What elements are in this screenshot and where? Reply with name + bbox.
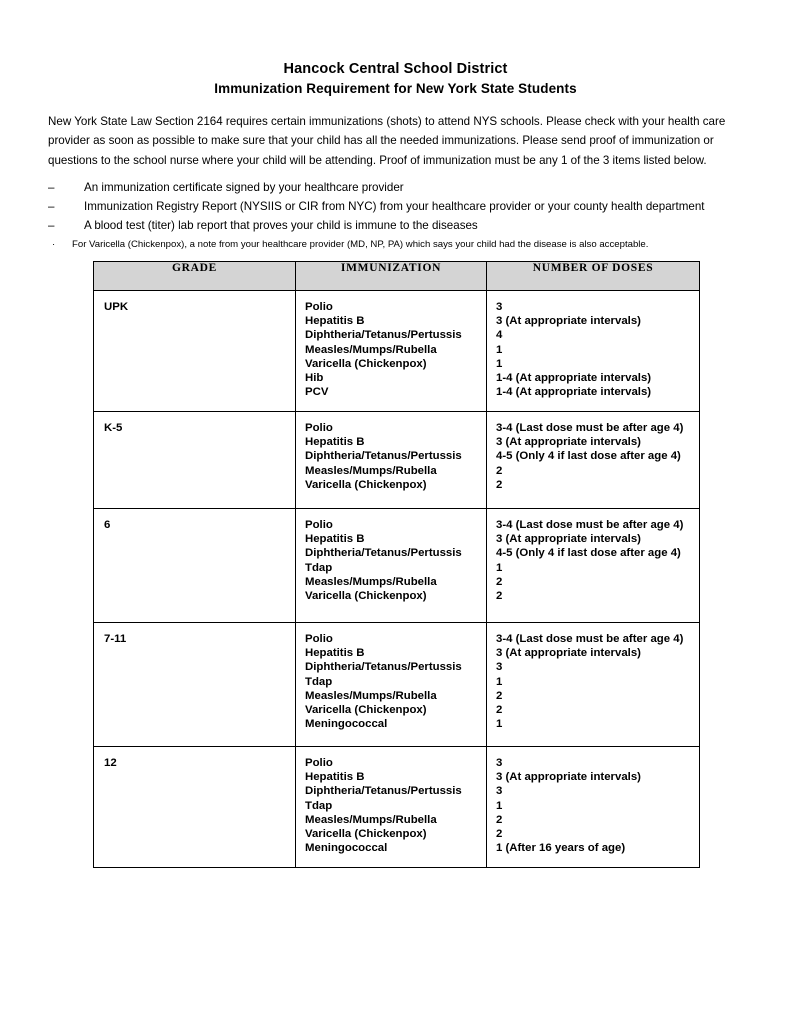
cell-immunizations xyxy=(296,412,487,509)
dose-item: 3 (At appropriate intervals) xyxy=(496,533,641,546)
column-header-doses: NUMBER OF DOSES xyxy=(487,262,700,291)
column-header-grade: GRADE xyxy=(94,262,296,291)
dose-item: 2 xyxy=(496,464,503,477)
immunization-list xyxy=(296,509,486,603)
table-row xyxy=(94,747,700,868)
immunization-item: Hepatitis B xyxy=(305,771,365,784)
dose-item: 2 xyxy=(496,478,503,491)
dose-item: 3 (At appropriate intervals) xyxy=(496,771,641,784)
dose-item: 3 xyxy=(496,301,503,313)
immunization-item: Measles/Mumps/Rubella xyxy=(305,464,437,477)
cell-doses xyxy=(487,747,700,868)
dose-list xyxy=(487,623,699,731)
dose-item: 1 xyxy=(496,343,503,356)
dose-list xyxy=(487,747,699,855)
dose-item: 2 xyxy=(496,828,503,841)
dose-item: 3 (At appropriate intervals) xyxy=(496,647,641,660)
cell-immunizations xyxy=(296,291,487,412)
dose-item: 1 xyxy=(496,561,503,574)
immunization-item: Hepatitis B xyxy=(305,315,365,328)
immunization-item: Measles/Mumps/Rubella xyxy=(305,689,437,702)
immunization-item: Tdap xyxy=(305,799,333,812)
grade-label: UPK xyxy=(104,301,129,313)
immunization-item: Tdap xyxy=(305,561,333,574)
column-header-immunization: IMMUNIZATION xyxy=(296,262,487,291)
immunization-item: Polio xyxy=(305,422,333,434)
immunization-item: Varicella (Chickenpox) xyxy=(305,590,427,603)
bullet-marker-icon: – xyxy=(48,200,55,214)
dose-item: 1 xyxy=(496,799,503,812)
immunization-item: Varicella (Chickenpox) xyxy=(305,357,427,370)
grade-label: K-5 xyxy=(104,422,123,434)
dose-item: 4-5 (Only 4 if last dose after age 4) xyxy=(496,450,681,463)
immunization-item: Diphtheria/Tetanus/Pertussis xyxy=(305,661,462,674)
dose-item: 4-5 (Only 4 if last dose after age 4) xyxy=(496,547,681,560)
immunization-list xyxy=(296,623,486,731)
dose-item: 3 (At appropriate intervals) xyxy=(496,315,641,328)
cell-immunizations xyxy=(296,509,487,623)
list-item-text: A blood test (titer) lab report that proves your child is immune to the diseases xyxy=(84,219,478,233)
bullet-marker-icon: – xyxy=(48,219,55,233)
bullet-marker-icon: – xyxy=(48,181,55,194)
dose-item: 1-4 (At appropriate intervals) xyxy=(496,372,652,385)
dose-item: 1 xyxy=(496,357,503,370)
immunization-item: Measles/Mumps/Rubella xyxy=(305,813,437,826)
immunization-item: Polio xyxy=(305,519,333,531)
document-header xyxy=(48,60,743,98)
immunization-item: Meningococcal xyxy=(305,842,388,855)
dose-item: 2 xyxy=(496,575,503,588)
bullet-marker-icon: · xyxy=(52,238,56,250)
cell-grade xyxy=(94,412,296,509)
cell-doses xyxy=(487,412,700,509)
grade-label: 7-11 xyxy=(104,633,127,645)
dose-list xyxy=(487,509,699,603)
dose-item: 3 xyxy=(496,757,503,769)
immunization-item: Polio xyxy=(305,757,333,769)
dose-item: 3 xyxy=(496,661,503,674)
immunization-list xyxy=(296,291,486,399)
cell-grade xyxy=(94,291,296,412)
list-item xyxy=(48,216,738,235)
cell-immunizations xyxy=(296,623,487,747)
immunization-item: Measles/Mumps/Rubella xyxy=(305,575,437,588)
list-item-text: For Varicella (Chickenpox), a note from your healthcare provider (MD, NP, PA) which says your child had the disease is also acceptable. xyxy=(72,238,649,250)
dose-item: 4 xyxy=(496,329,503,342)
list-item xyxy=(48,197,738,216)
immunization-item: PCV xyxy=(305,386,329,399)
table-row xyxy=(94,412,700,509)
table-row xyxy=(94,509,700,623)
immunization-item: Diphtheria/Tetanus/Pertussis xyxy=(305,450,462,463)
immunization-item: Varicella (Chickenpox) xyxy=(305,828,427,841)
dose-item: 2 xyxy=(496,689,503,702)
immunization-item: Polio xyxy=(305,633,333,645)
dose-item: 3-4 (Last dose must be after age 4) xyxy=(496,422,684,434)
list-item xyxy=(48,178,738,197)
immunization-item: Hepatitis B xyxy=(305,533,365,546)
dose-item: 1 xyxy=(496,675,503,688)
immunization-item: Diphtheria/Tetanus/Pertussis xyxy=(305,547,462,560)
intro-paragraph: New York State Law Section 2164 requires certain immunizations (shots) to attend NYS schools. Please check with your health care provider as soon as possible to make sure that your child has all the needed immunizations. Please send proof of immunization or questions to the school nurse where your child will be attending. Proof of immunization must be any 1 of the 3 items listed below. xyxy=(48,115,726,167)
immunization-item: Polio xyxy=(305,301,333,313)
immunization-item: Diphtheria/Tetanus/Pertussis xyxy=(305,329,462,342)
immunization-item: Measles/Mumps/Rubella xyxy=(305,343,437,356)
cell-doses xyxy=(487,291,700,412)
dose-list xyxy=(487,412,699,492)
immunization-item: Varicella (Chickenpox) xyxy=(305,704,427,717)
immunization-item: Tdap xyxy=(305,675,333,688)
cell-grade xyxy=(94,509,296,623)
dose-item: 1 (After 16 years of age) xyxy=(496,842,626,855)
immunization-item: Hib xyxy=(305,372,324,385)
dose-item: 3 xyxy=(496,785,503,798)
dose-item: 3 (At appropriate intervals) xyxy=(496,436,641,449)
cell-immunizations xyxy=(296,747,487,868)
immunization-item: Hepatitis B xyxy=(305,647,365,660)
dose-item: 2 xyxy=(496,704,503,717)
dose-item: 2 xyxy=(496,813,503,826)
immunization-item: Diphtheria/Tetanus/Pertussis xyxy=(305,785,462,798)
list-item-text: Immunization Registry Report (NYSIIS or CIR from NYC) from your healthcare provider or your county health department xyxy=(84,200,705,214)
grade-label: 12 xyxy=(104,757,117,769)
dose-item: 3-4 (Last dose must be after age 4) xyxy=(496,519,684,531)
list-item-text: An immunization certificate signed by your healthcare provider xyxy=(84,181,404,194)
list-item xyxy=(48,236,738,254)
immunization-list xyxy=(296,747,486,855)
dose-item: 3-4 (Last dose must be after age 4) xyxy=(496,633,684,645)
dose-item: 1-4 (At appropriate intervals) xyxy=(496,386,652,399)
immunization-item: Varicella (Chickenpox) xyxy=(305,478,427,491)
proof-options-list xyxy=(48,178,738,254)
grade-label: 6 xyxy=(104,519,111,531)
cell-doses xyxy=(487,623,700,747)
dose-list xyxy=(487,291,699,399)
page-subtitle: Immunization Requirement for New York State Students xyxy=(214,81,577,96)
cell-doses xyxy=(487,509,700,623)
cell-grade xyxy=(94,623,296,747)
table-row xyxy=(94,623,700,747)
immunization-item: Meningococcal xyxy=(305,718,388,731)
immunization-item: Hepatitis B xyxy=(305,436,365,449)
table-header-row xyxy=(94,262,700,291)
cell-grade xyxy=(94,747,296,868)
dose-item: 2 xyxy=(496,590,503,603)
table-row xyxy=(94,291,700,412)
immunization-list xyxy=(296,412,486,492)
dose-item: 1 xyxy=(496,718,503,731)
immunization-requirements-table xyxy=(93,261,699,868)
page-title: Hancock Central School District xyxy=(283,61,508,77)
